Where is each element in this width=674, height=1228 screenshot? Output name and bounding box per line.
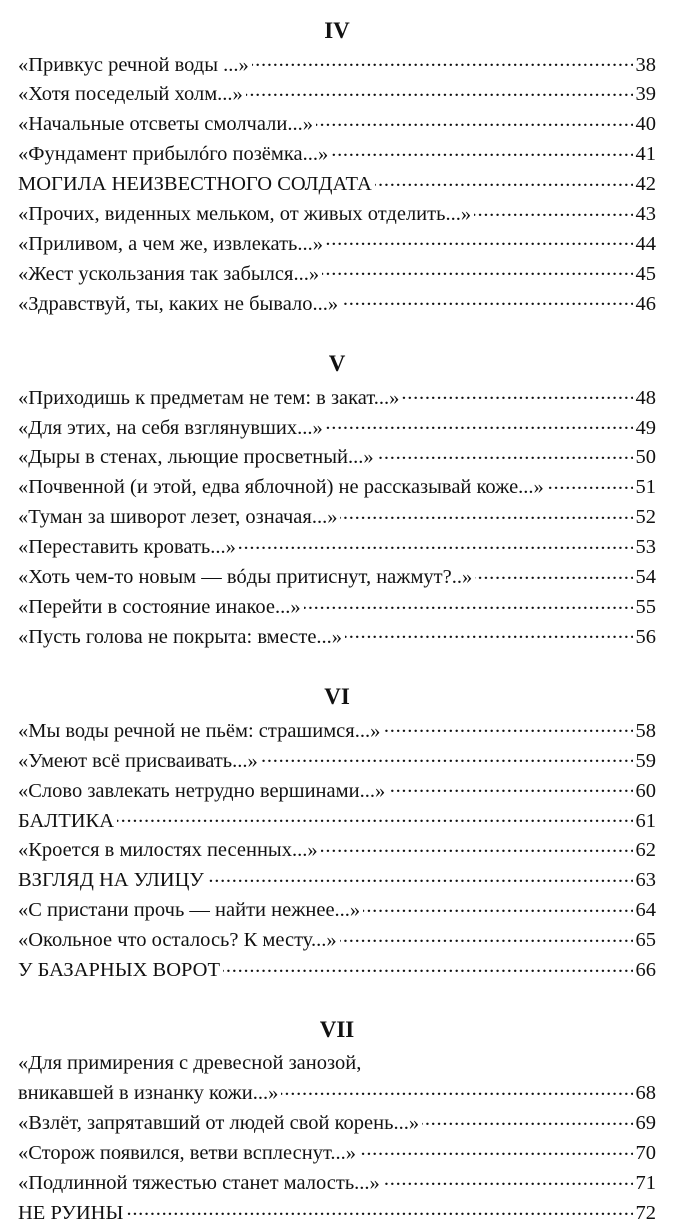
entry-title: «Подлинной тяжестью станет малость...»	[18, 1169, 380, 1198]
page-number: 43	[636, 200, 657, 229]
dot-leader	[223, 956, 633, 977]
dot-leader	[363, 896, 632, 917]
toc-entry	[18, 716, 656, 746]
page-number: 66	[636, 956, 657, 985]
page-number: 60	[636, 777, 657, 806]
toc-entry	[18, 836, 656, 866]
toc-entry	[18, 806, 656, 836]
entry-title: МОГИЛА НЕИЗВЕСТНОГО СОЛДАТА	[18, 170, 372, 199]
toc-entry	[18, 473, 656, 503]
page-number: 46	[636, 290, 657, 319]
entry-title: «Жест ускользания так забылся...»	[18, 260, 319, 289]
page-number: 64	[636, 896, 657, 925]
dot-leader	[252, 50, 633, 71]
toc-entry	[18, 956, 656, 986]
section-heading: V	[18, 349, 656, 379]
dot-leader	[322, 259, 632, 280]
toc-entry	[18, 746, 656, 776]
dot-leader	[246, 80, 633, 101]
page-number: 63	[636, 866, 657, 895]
page-number: 59	[636, 747, 657, 776]
entry-title: «Окольное что осталось? К месту...»	[18, 926, 337, 955]
dot-leader	[117, 806, 632, 827]
entry-title: «Привкус речной воды ...»	[18, 51, 249, 80]
entry-title: «Мы воды речной не пьём: страшимся...»	[18, 717, 380, 746]
dot-leader	[207, 866, 633, 887]
dot-leader	[402, 383, 632, 404]
dot-leader	[422, 1109, 632, 1130]
toc-entry	[18, 200, 656, 230]
dot-leader	[126, 1199, 632, 1220]
entry-title: НЕ РУИНЫ	[18, 1199, 123, 1228]
page-number: 39	[636, 80, 657, 109]
entry-title: «Приливом, а чем же, извлекать...»	[18, 230, 323, 259]
toc-entry	[18, 1199, 656, 1228]
entry-title: «Умеют всё присваивать...»	[18, 747, 258, 776]
page-number: 53	[636, 533, 657, 562]
page-number: 70	[636, 1139, 657, 1168]
dot-leader	[331, 140, 632, 161]
toc-entry	[18, 289, 656, 319]
entry-title-line1: «Для примирения с древесной занозой,	[18, 1049, 656, 1078]
page-number: 54	[636, 563, 657, 592]
toc-entry	[18, 1139, 656, 1169]
page-number: 65	[636, 926, 657, 955]
section-vii	[18, 1015, 656, 1228]
page-number: 68	[636, 1079, 657, 1108]
page-number: 48	[636, 384, 657, 413]
entry-title: вникавшей в изнанку кожи...»	[18, 1079, 278, 1108]
toc-entry	[18, 383, 656, 413]
entry-title: «Приходишь к предметам не тем: в закат...»	[18, 384, 399, 413]
entry-title: «Для этих, на себя взглянувших...»	[18, 414, 323, 443]
page-number: 40	[636, 110, 657, 139]
toc-entry	[18, 503, 656, 533]
entry-title: «Дыры в стенах, льющие просветный...»	[18, 443, 374, 472]
toc-entry	[18, 140, 656, 170]
toc-entry	[18, 413, 656, 443]
toc-entry	[18, 259, 656, 289]
page-number: 38	[636, 51, 657, 80]
dot-leader	[388, 776, 632, 797]
toc-entry	[18, 170, 656, 200]
toc-entry	[18, 593, 656, 623]
dot-leader	[474, 200, 632, 221]
dot-leader	[375, 170, 633, 191]
page-number: 45	[636, 260, 657, 289]
page-number: 52	[636, 503, 657, 532]
page-number: 55	[636, 593, 657, 622]
entry-title: «Прочих, виденных мельком, от живых отделить...»	[18, 200, 471, 229]
dot-leader	[547, 473, 633, 494]
dot-leader	[239, 533, 633, 554]
entry-title: «Перейти в состояние инакое...»	[18, 593, 301, 622]
dot-leader	[321, 836, 633, 857]
entry-title: «Хоть чем-то новым — вóды притиснут, нажмут?..»	[18, 563, 472, 592]
toc-entry	[18, 80, 656, 110]
dot-leader	[341, 289, 632, 310]
toc-entry	[18, 443, 656, 473]
toc-entry	[18, 926, 656, 956]
page-number: 42	[636, 170, 657, 199]
toc-entry	[18, 1109, 656, 1139]
toc-entry	[18, 866, 656, 896]
entry-title: «Кроется в милостях песенных...»	[18, 836, 318, 865]
page-number: 71	[636, 1169, 657, 1198]
dot-leader	[377, 443, 633, 464]
page-number: 44	[636, 230, 657, 259]
section-heading: VI	[18, 682, 656, 712]
page-number: 61	[636, 807, 657, 836]
dot-leader	[475, 563, 632, 584]
toc-entry	[18, 229, 656, 259]
section-v	[18, 349, 656, 652]
entry-title: «С пристани прочь — найти нежнее...»	[18, 896, 360, 925]
dot-leader	[304, 593, 633, 614]
dot-leader	[340, 503, 632, 524]
entry-title: «Хотя поседелый холм...»	[18, 80, 243, 109]
dot-leader	[345, 622, 632, 643]
entry-title: «Переставить кровать...»	[18, 533, 236, 562]
page-number: 72	[636, 1199, 657, 1228]
page-number: 49	[636, 414, 657, 443]
entry-title: «Туман за шиворот лезет, означая...»	[18, 503, 337, 532]
entry-title: ВЗГЛЯД НА УЛИЦУ	[18, 866, 204, 895]
page-number: 56	[636, 623, 657, 652]
section-heading: IV	[18, 16, 656, 46]
toc-entry	[18, 1079, 656, 1109]
entry-title: «Пусть голова не покрыта: вместе...»	[18, 623, 342, 652]
page-number: 51	[636, 473, 657, 502]
section-iv	[18, 16, 656, 319]
toc-entry	[18, 622, 656, 652]
entry-title: «Почвенной (и этой, едва яблочной) не рассказывай коже...»	[18, 473, 544, 502]
entry-title: «Здравствуй, ты, каких не бывало...»	[18, 290, 338, 319]
dot-leader	[326, 229, 632, 250]
page-number: 50	[636, 443, 657, 472]
toc-entry	[18, 896, 656, 926]
toc-entry	[18, 50, 656, 80]
toc-entry-multiline	[18, 1049, 656, 1108]
dot-leader	[281, 1079, 632, 1100]
entry-title: «Взлёт, запрятавший от людей свой корень...»	[18, 1109, 419, 1138]
dot-leader	[383, 1169, 633, 1190]
toc-entry	[18, 563, 656, 593]
page-number: 62	[636, 836, 657, 865]
page-number: 58	[636, 717, 657, 746]
toc-entry	[18, 533, 656, 563]
section-heading: VII	[18, 1015, 656, 1045]
entry-title: У БАЗАРНЫХ ВОРОТ	[18, 956, 220, 985]
dot-leader	[316, 110, 633, 131]
entry-title: БАЛТИКА	[18, 807, 114, 836]
entry-title: «Слово завлекать нетрудно вершинами...»	[18, 777, 385, 806]
dot-leader	[261, 746, 633, 767]
dot-leader	[326, 413, 633, 434]
entry-title: «Сторож появился, ветви всплеснут...»	[18, 1139, 356, 1168]
dot-leader	[359, 1139, 632, 1160]
page-number: 41	[636, 140, 657, 169]
toc-entry	[18, 110, 656, 140]
entry-title: «Фундамент прибылóго позёмка...»	[18, 140, 328, 169]
entry-title: «Начальные отсветы смолчали...»	[18, 110, 313, 139]
toc-entry	[18, 776, 656, 806]
dot-leader	[340, 926, 633, 947]
toc-entry	[18, 1169, 656, 1199]
page-number: 69	[636, 1109, 657, 1138]
dot-leader	[383, 716, 632, 737]
section-vi	[18, 682, 656, 985]
